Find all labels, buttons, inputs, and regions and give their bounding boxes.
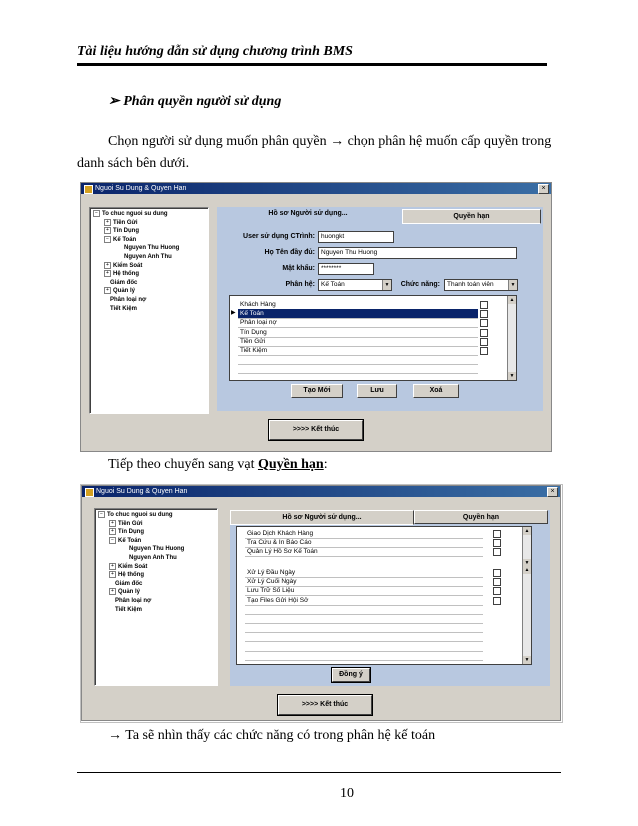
- permission-checkbox[interactable]: [493, 578, 501, 586]
- agree-button[interactable]: Đồng ý: [332, 668, 370, 682]
- row-pointer-icon: ▶: [231, 310, 236, 317]
- scroll-down-icon[interactable]: ▼: [509, 373, 515, 379]
- permission-checkbox[interactable]: [480, 310, 488, 318]
- module-label: Phân hệ:: [285, 281, 315, 288]
- tree-node[interactable]: [104, 227, 139, 235]
- expand-icon[interactable]: +: [104, 219, 111, 226]
- module-select-value: Kế Toán: [321, 281, 345, 288]
- function-label: Chức năng:: [400, 281, 440, 288]
- list-item[interactable]: [238, 364, 478, 374]
- password-label: Mật khẩu:: [282, 265, 315, 272]
- function-select[interactable]: [444, 279, 518, 291]
- tree-node[interactable]: [104, 236, 136, 244]
- tree-node-label: Kiểm Soát: [118, 563, 148, 570]
- tree-node[interactable]: [104, 219, 138, 227]
- list-item[interactable]: Quản Lý Hồ Sơ Kế Toán: [245, 547, 483, 557]
- permission-checkbox[interactable]: [480, 301, 488, 309]
- window-2-titlebar: [82, 486, 560, 497]
- list-item[interactable]: Khách Hàng: [238, 300, 478, 310]
- list-item[interactable]: Xử Lý Đầu Ngày: [245, 568, 483, 578]
- tree-node-label: Kiểm Soát: [113, 262, 143, 269]
- scroll-down-icon[interactable]: ▼: [524, 560, 530, 566]
- scroll-up-icon[interactable]: ▲: [509, 297, 515, 303]
- tree-node[interactable]: [110, 296, 146, 304]
- list-item[interactable]: Kế Toán: [238, 309, 478, 319]
- tab-user-profile[interactable]: Hồ sơ Người sử dụng...: [230, 510, 414, 525]
- tree-node[interactable]: [104, 287, 135, 295]
- paragraph-2: [108, 451, 328, 478]
- footer-rule: [77, 772, 561, 773]
- tab-user-profile[interactable]: Hồ sơ Người sử dụng...: [217, 207, 399, 222]
- tree-node-label: Nguyen Anh Thu: [129, 555, 177, 561]
- window-1-titlebar: [81, 183, 551, 194]
- user-input[interactable]: huongkt: [318, 231, 394, 243]
- list-item[interactable]: Phân loại nợ: [238, 318, 478, 328]
- tree-node[interactable]: [109, 563, 147, 571]
- tab-permissions[interactable]: Quyền hạn: [402, 209, 541, 224]
- tree-node[interactable]: [129, 545, 184, 553]
- window-1-title: Nguoi Su Dung & Quyen Han: [95, 185, 187, 192]
- tree-node-label: Tiết Kiệm: [110, 305, 137, 312]
- section-heading: [108, 93, 281, 110]
- tree-node-label: Giám đốc: [110, 279, 138, 286]
- permission-checkbox[interactable]: [480, 319, 488, 327]
- section-title: Phân quyền người sử dụng: [123, 94, 282, 109]
- permission-checkbox[interactable]: [493, 587, 501, 595]
- vertical-scrollbar[interactable]: [507, 296, 516, 380]
- paragraph-2-text: Tiếp theo chuyển sang vạt: [108, 457, 258, 472]
- paragraph-1-line-2: danh sách bên dưới.: [77, 156, 190, 171]
- tree-node-label: Nguyen Thu Huong: [124, 245, 180, 252]
- paragraph-1-line-1: Chọn người sử dụng muốn phân quyền → chọn phân hệ muốn cấp quyền trong: [108, 134, 552, 149]
- tree-node-label: Kế Toán: [113, 236, 137, 243]
- collapse-icon[interactable]: −: [104, 236, 111, 243]
- tree-node-label: Phân loại nợ: [110, 297, 147, 303]
- tree-node-label: Quản lý: [118, 589, 141, 596]
- tree-node[interactable]: [124, 253, 172, 261]
- tree-node-label: Kế Toán: [118, 537, 142, 544]
- chevron-down-icon[interactable]: ▼: [508, 280, 517, 290]
- tree-node[interactable]: [109, 528, 144, 536]
- expand-icon[interactable]: +: [104, 227, 111, 234]
- password-input[interactable]: ********: [318, 263, 374, 275]
- expand-icon[interactable]: +: [109, 588, 116, 595]
- tree-node-label: Tiền Gửi: [113, 219, 138, 226]
- header-rule: [77, 63, 547, 66]
- tree-node[interactable]: [109, 571, 144, 579]
- module-select[interactable]: [318, 279, 392, 291]
- org-tree[interactable]: [94, 508, 218, 686]
- close-icon[interactable]: ×: [538, 184, 549, 194]
- vertical-scrollbar[interactable]: [522, 566, 531, 664]
- tree-node-label: Hệ thống: [113, 271, 139, 278]
- save-button[interactable]: Lưu: [357, 384, 397, 398]
- permission-checkbox[interactable]: [480, 329, 488, 337]
- list-item[interactable]: Tra Cứu & In Báo Cáo: [245, 538, 483, 548]
- chevron-down-icon[interactable]: ▼: [382, 280, 391, 290]
- expand-icon[interactable]: +: [109, 571, 116, 578]
- window-2-title: Nguoi Su Dung & Quyen Han: [96, 488, 188, 495]
- tree-node-label: Tín Dụng: [118, 529, 144, 536]
- page-number: 10: [340, 786, 354, 801]
- screenshot-frame: [80, 484, 563, 723]
- list-item[interactable]: Tiết Kiệm: [238, 346, 478, 356]
- collapse-icon[interactable]: −: [93, 210, 100, 217]
- collapse-icon[interactable]: −: [109, 537, 116, 544]
- list-item[interactable]: Tín Dụng: [238, 328, 478, 338]
- tree-node-label: Phân loại nợ: [115, 598, 152, 604]
- bullet-arrow-icon: ➢: [108, 94, 120, 109]
- tree-node[interactable]: [124, 244, 179, 252]
- user-label: User sử dụng CTrình:: [243, 233, 315, 240]
- list-item[interactable]: Tạo Files Gửi Hội Sở: [245, 596, 483, 606]
- list-item[interactable]: Lưu Trữ Số Liệu: [245, 586, 483, 596]
- tab-permissions[interactable]: Quyền hạn: [414, 510, 548, 524]
- function-list-top[interactable]: [236, 526, 532, 568]
- permissions-panel: [230, 510, 550, 686]
- permission-checkbox[interactable]: [493, 597, 501, 605]
- app-icon: [85, 488, 94, 497]
- app-icon: [84, 185, 93, 194]
- tree-node-label: To chuc nguoi su dung: [102, 211, 168, 218]
- paragraph-2-suffix: :: [323, 457, 328, 472]
- permission-checkbox[interactable]: [493, 569, 501, 577]
- tree-node[interactable]: [110, 279, 137, 287]
- tree-node-label: To chuc nguoi su dung: [107, 512, 173, 519]
- permission-checkbox[interactable]: [480, 347, 488, 355]
- scroll-up-icon[interactable]: ▲: [524, 528, 530, 534]
- function-select-value: Thanh toán viên: [447, 281, 494, 288]
- document-header-title: Tài liệu hướng dẫn sử dụng chương trình BMS: [77, 44, 353, 59]
- tree-node[interactable]: [109, 537, 141, 545]
- user-profile-panel: [217, 207, 543, 411]
- fullname-label: Họ Tên đầy đủ:: [264, 249, 315, 256]
- create-button[interactable]: Tạo Mới: [291, 384, 343, 398]
- tree-node[interactable]: [110, 305, 137, 313]
- org-tree[interactable]: [89, 207, 209, 414]
- tree-root[interactable]: [93, 210, 168, 218]
- function-list-bottom[interactable]: [236, 566, 532, 665]
- scroll-up-icon[interactable]: ▲: [524, 567, 530, 573]
- tree-node-label: Giám đốc: [115, 580, 143, 587]
- expand-icon[interactable]: +: [109, 528, 116, 535]
- tree-node-label: Nguyen Thu Huong: [129, 546, 185, 553]
- module-list[interactable]: [229, 295, 517, 381]
- permission-checkbox[interactable]: [493, 539, 501, 547]
- expand-icon[interactable]: +: [104, 287, 111, 294]
- list-item[interactable]: Xử Lý Cuối Ngày: [245, 577, 483, 587]
- user-permission-window-2: [81, 485, 561, 721]
- expand-icon[interactable]: +: [104, 262, 111, 269]
- delete-button[interactable]: Xoá: [413, 384, 459, 398]
- tree-node-label: Hệ thống: [118, 572, 144, 579]
- vertical-scrollbar[interactable]: [522, 527, 531, 567]
- list-item[interactable]: Tiền Gửi: [238, 337, 478, 347]
- tree-node[interactable]: [104, 270, 139, 278]
- tree-node[interactable]: [104, 262, 142, 270]
- expand-icon[interactable]: +: [104, 270, 111, 277]
- tree-node-label: Quản lý: [113, 288, 136, 295]
- fullname-input[interactable]: Nguyen Thu Huong: [318, 247, 517, 259]
- tree-node[interactable]: [115, 606, 142, 614]
- permission-checkbox[interactable]: [493, 548, 501, 556]
- tree-root[interactable]: [98, 511, 173, 519]
- tree-node-label: Tiền Gửi: [118, 520, 143, 527]
- tree-node[interactable]: [129, 554, 177, 562]
- tree-node-label: Tiết Kiệm: [115, 606, 142, 613]
- tree-node[interactable]: [109, 520, 143, 528]
- tree-node[interactable]: [115, 580, 142, 588]
- tree-node-label: Nguyen Anh Thu: [124, 254, 172, 260]
- close-icon[interactable]: ×: [547, 487, 558, 497]
- expand-icon[interactable]: +: [109, 520, 116, 527]
- paragraph-3: → Ta sẽ nhìn thấy các chức năng có trong phân hệ kế toán: [108, 728, 436, 743]
- scroll-down-icon[interactable]: ▼: [524, 657, 530, 663]
- permission-checkbox[interactable]: [480, 338, 488, 346]
- expand-icon[interactable]: +: [109, 563, 116, 570]
- exit-button[interactable]: >>>> Kết thúc: [278, 695, 372, 715]
- collapse-icon[interactable]: −: [98, 511, 105, 518]
- exit-button[interactable]: >>>> Kết thúc: [269, 420, 363, 440]
- list-item[interactable]: Giao Dịch Khách Hàng: [245, 529, 483, 539]
- tree-node[interactable]: [115, 597, 151, 605]
- tree-node-label: Tín Dụng: [113, 228, 139, 235]
- user-permission-window-1: [80, 182, 552, 452]
- tree-node[interactable]: [109, 588, 140, 596]
- permission-checkbox[interactable]: [493, 530, 501, 538]
- list-item[interactable]: [245, 651, 483, 661]
- paragraph-2-bold: Quyền hạn: [257, 457, 324, 472]
